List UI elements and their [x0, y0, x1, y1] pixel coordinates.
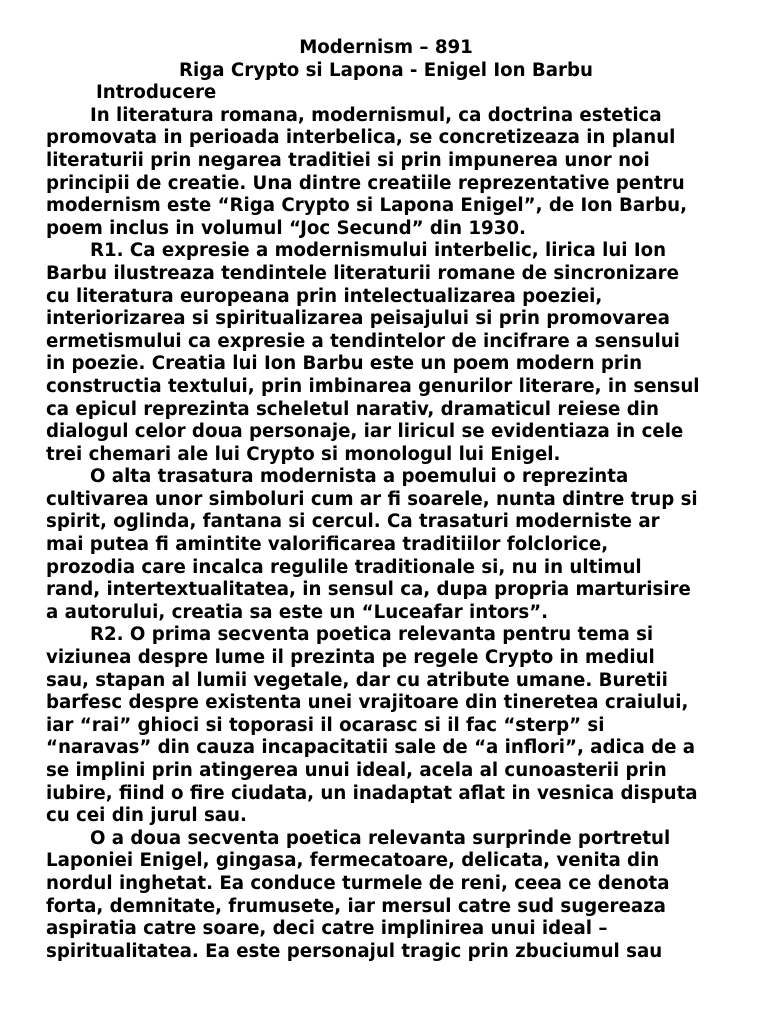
text-line: barfesc despre existenta unei vrajitoare din tineretea craiului, — [46, 692, 689, 714]
text-line: modernism este “Riga Crypto si Lapona Enigel”, de Ion Barbu, — [46, 195, 688, 217]
text-line: R2. O prima secventa poetica relevanta pentru tema si — [90, 624, 654, 646]
text-line: constructia textului, prin imbinarea genurilor literare, in sensul — [46, 375, 700, 397]
text-line: se implini prin atingerea unui ideal, acela al cunoasterii prin — [46, 760, 667, 781]
document-title: Modernism – 891 — [299, 37, 473, 58]
text-line: promovata in perioada interbelica, se concretizeaza in planul — [46, 127, 676, 149]
text-line: In literatura romana, modernismul, ca doctrina estetica — [90, 104, 662, 126]
text-line: sau, stapan al lumii vegetale, dar cu atribute umane. Buretii — [46, 669, 668, 691]
section-heading: Introducere — [96, 82, 217, 104]
text-line: R1. Ca expresie a modernismului interbelic, lirica lui Ion — [90, 240, 667, 262]
text-line: spiritualitatea. Ea este personajul tragic prin zbuciumul sau — [46, 940, 663, 962]
text-line: poem inclus in volumul “Joc Secund” din 1930. — [46, 217, 526, 239]
text-line: prozodia care incalca regulile traditionale si, nu in ultimul — [46, 556, 642, 578]
text-line: aspiratia catre soare, deci catre implinirea unui ideal – — [46, 918, 608, 940]
paragraph-3 — [46, 466, 726, 624]
text-line: literaturii prin negarea traditiei si prin impunerea unor noi — [46, 149, 650, 171]
text-line: rand, intertextualitatea, in sensul ca, dupa propria marturisire — [46, 579, 691, 601]
text-line: principii de creatie. Una dintre creatiile reprezentative pentru — [46, 172, 685, 194]
text-line: “naravas” din cauza incapacitatii sale de “a inflori”, adica de a — [46, 737, 696, 759]
document-subtitle: Riga Crypto si Lapona - Enigel Ion Barbu — [179, 59, 593, 81]
paragraph-1 — [46, 105, 726, 241]
text-line: Laponiei Enigel, gingasa, fermecatoare, delicata, venita din — [46, 850, 660, 872]
text-line: cu literatura europeana prin intelectualizarea poeziei, — [46, 285, 603, 307]
text-line: forta, demnitate, frumusete, iar mersul catre sud sugereaza — [46, 895, 666, 917]
text-line: interiorizarea si spiritualizarea peisajului si prin promovarea — [46, 308, 670, 330]
text-line: ca epicul reprezinta scheletul narativ, dramaticul reiese din — [46, 398, 659, 420]
paragraph-5 — [46, 828, 726, 964]
text-line: nordul inghetat. Ea conduce turmele de reni, ceea ce denota — [46, 872, 670, 894]
paragraph-2 — [46, 240, 726, 466]
text-line: a autorului, creatia sa este un “Luceafar intors”. — [46, 601, 549, 623]
text-line: mai putea fi amintite valorificarea traditiilor folclorice, — [46, 534, 609, 556]
text-line: viziunea despre lume il prezinta pe regele Crypto in mediul — [46, 647, 655, 669]
text-line: cu cei din jurul sau. — [46, 805, 247, 827]
text-line: dialogul celor doua personaje, iar liricul se evidentiaza in cele — [46, 421, 684, 443]
text-line: iar “rai” ghioci si toporasi il ocarasc si il fac “sterp” si — [46, 714, 605, 736]
document-page — [46, 37, 726, 963]
text-line: trei chemari ale lui Crypto si monologul lui Enigel. — [46, 443, 561, 465]
text-line: Barbu ilustreaza tendintele literaturii romane de sincronizare — [46, 262, 679, 284]
paragraph-4 — [46, 624, 726, 827]
text-line: O a doua secventa poetica relevanta surprinde portretul — [90, 827, 671, 849]
text-line: O alta trasatura modernista a poemului o reprezinta — [90, 466, 629, 488]
text-line: spirit, oglinda, fantana si cercul. Ca trasaturi moderniste ar — [46, 511, 660, 533]
text-line: in poezie. Creatia lui Ion Barbu este un poem modern prin — [46, 353, 643, 375]
text-line: cultivarea unor simboluri cum ar fi soarele, nunta dintre trup si — [46, 488, 698, 510]
text-line: ermetismului ca expresie a tendintelor de incifrare a sensului — [46, 330, 680, 352]
text-line: iubire, fiind o fire ciudata, un inadaptat aflat in vesnica disputa — [46, 782, 698, 804]
